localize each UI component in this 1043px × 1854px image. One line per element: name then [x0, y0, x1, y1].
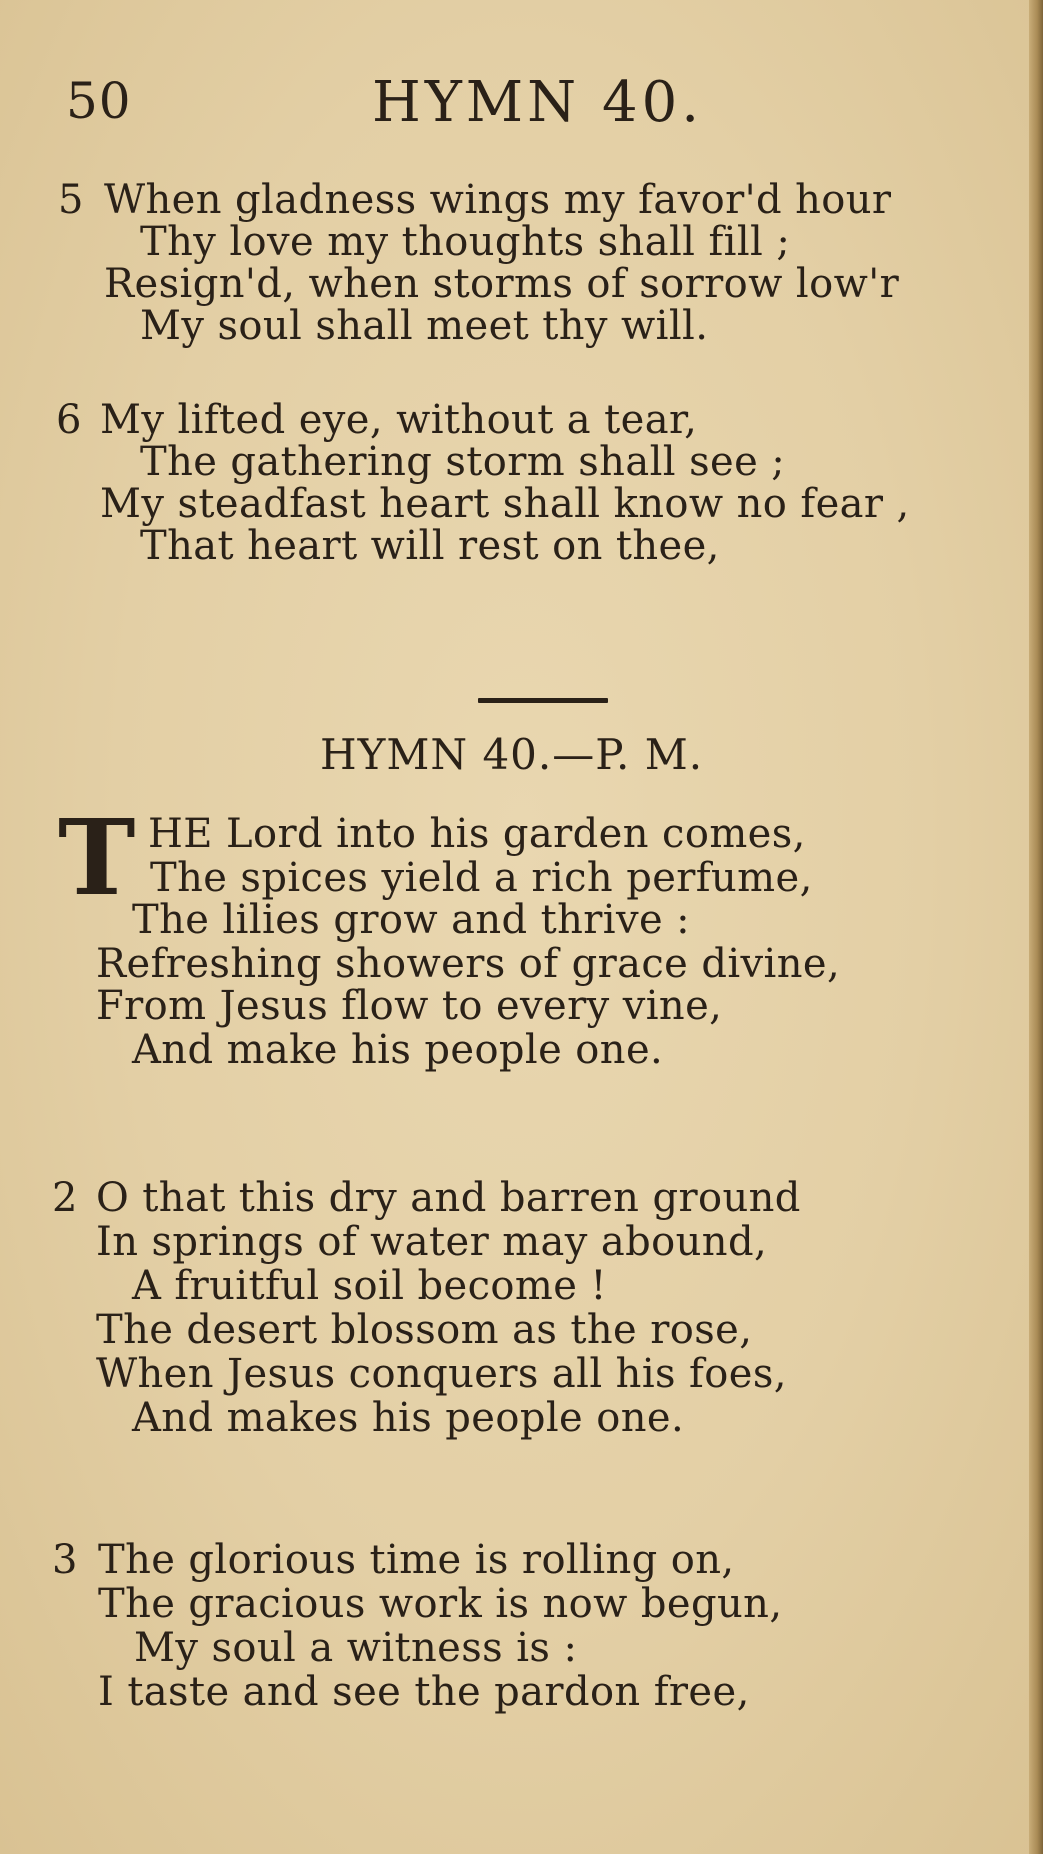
hymn-line: And makes his people one. — [132, 1395, 685, 1441]
hymn-line: The glorious time is rolling on, — [98, 1537, 735, 1583]
page-number: 50 — [66, 72, 132, 130]
hymn-line: The gracious work is now begun, — [98, 1581, 783, 1627]
hymn-line: The gathering storm shall see ; — [140, 439, 786, 485]
hymn-line: My soul a witness is : — [134, 1625, 578, 1671]
hymn-line: My soul shall meet thy will. — [140, 303, 709, 349]
hymn-line: From Jesus flow to every vine, — [96, 983, 723, 1029]
hymn-line: The spices yield a rich perfume, — [150, 855, 813, 901]
hymn-line: HE Lord into his garden comes, — [148, 811, 806, 857]
running-head — [0, 60, 1043, 140]
hymn-line: The lilies grow and thrive : — [132, 897, 691, 943]
section-divider — [478, 698, 608, 703]
hymn-line: O that this dry and barren ground — [96, 1175, 801, 1221]
hymn-line: The desert blossom as the rose, — [96, 1307, 753, 1353]
running-title: HYMN 40. — [372, 70, 704, 135]
stanza-number: 6 — [56, 397, 82, 443]
hymn-line: My lifted eye, without a tear, — [100, 397, 698, 443]
stanza-number: 2 — [52, 1175, 78, 1221]
stanza-number: 5 — [58, 177, 84, 223]
hymn-line: Thy love my thoughts shall fill ; — [140, 219, 791, 265]
hymn-heading: HYMN 40.—P. M. — [320, 730, 704, 779]
hymn-line: In springs of water may abound, — [96, 1219, 768, 1265]
hymn-line: When Jesus conquers all his foes, — [96, 1351, 787, 1397]
page-edge — [1029, 0, 1043, 1854]
hymn-line: That heart will rest on thee, — [140, 523, 720, 569]
hymn-line: When gladness wings my favor'd hour — [104, 177, 892, 223]
hymn-line: A fruitful soil become ! — [132, 1263, 607, 1309]
stanza-number: 3 — [52, 1537, 78, 1583]
hymn-line: And make his people one. — [132, 1027, 664, 1073]
hymn-line: My steadfast heart shall know no fear , — [100, 481, 910, 527]
hymn-line: Refreshing showers of grace divine, — [96, 941, 841, 987]
hymn-line: I taste and see the pardon free, — [98, 1669, 750, 1715]
drop-cap: T — [58, 796, 136, 919]
hymn-line: Resign'd, when storms of sorrow low'r — [104, 261, 900, 307]
